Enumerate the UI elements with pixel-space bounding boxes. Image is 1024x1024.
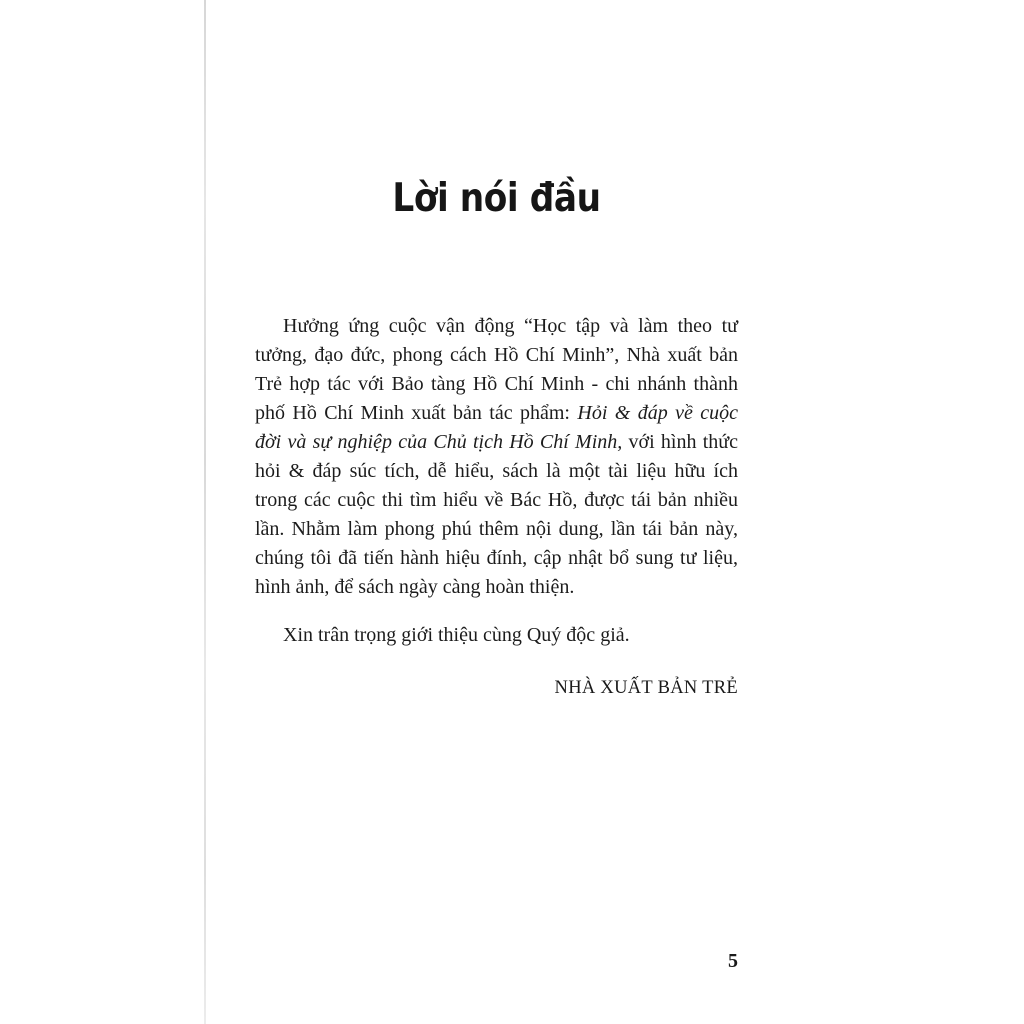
publisher-signature: NHÀ XUẤT BẢN TRẺ <box>554 678 738 698</box>
preface-paragraph <box>255 312 738 602</box>
text-run: Hỏi & đáp về cuộc đời và sự nghiệp của Chủ tịch Hồ Chí Minh, <box>255 402 738 453</box>
page-number: 5 <box>728 950 738 972</box>
page-edge-line <box>204 0 206 1024</box>
page-content <box>255 0 738 700</box>
closing-paragraph: Xin trân trọng giới thiệu cùng Quý độc giả. <box>283 624 630 646</box>
text-run: với hình thức hỏi & đáp súc tích, dễ hiểu, sách là một tài liệu hữu ích trong các cuộc thi tìm hiểu về Bác Hồ, được tái bản nhiều lần. Nhằm làm phong phú thêm nội dung, lần tái bản này, chúng tôi đã tiến hành hiệu đính, cập nhật bổ sung tư liệu, hình ảnh, để sách ngày càng hoàn thiện. <box>255 431 739 598</box>
preface-title: Lời nói đầu <box>392 176 601 221</box>
text-run: Hưởng ứng cuộc vận động “Học tập và làm theo tư tưởng, đạo đức, phong cách Hồ Chí Minh”, Nhà xuất bản Trẻ hợp tác với Bảo tàng Hồ Chí Minh - chi nhánh thành phố Hồ Chí Minh xuất bản tác phẩm: <box>255 315 738 424</box>
